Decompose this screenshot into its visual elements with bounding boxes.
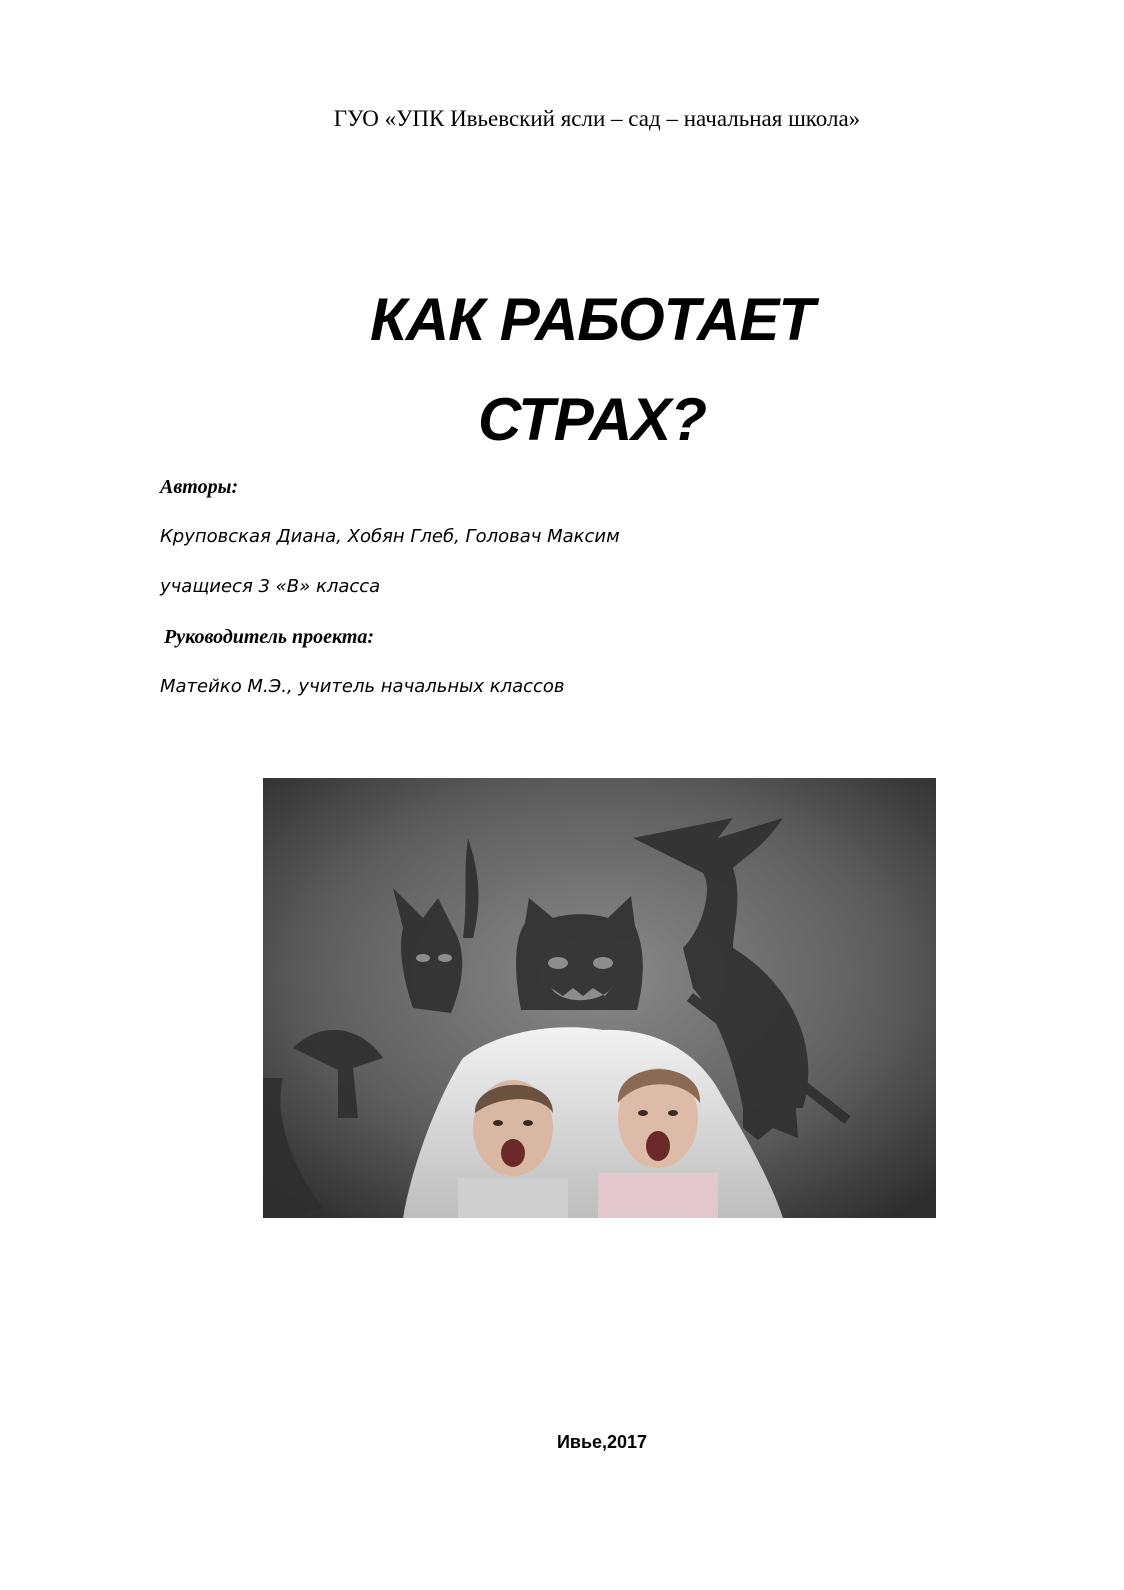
document-title (0, 270, 1124, 470)
place-and-year: Ивье,2017 (556, 1432, 648, 1452)
title-line-1: КАК РАБОТАЕТ (369, 286, 815, 353)
supervisor-heading: Руководитель проекта: (164, 626, 375, 648)
institution-name: ГУО «УПК Ивьевский ясли – сад – начальная школа» (333, 106, 861, 131)
authors-class: учащиеся 3 «В» класса (160, 576, 381, 597)
title-line-2: СТРАХ? (478, 386, 706, 453)
supervisor-name: Матейко М.Э., учитель начальных классов (160, 676, 565, 697)
authors-names: Круповская Диана, Хобян Глеб, Головач Максим (160, 526, 620, 547)
authors-heading: Авторы: (160, 476, 239, 498)
illustration-photo (263, 778, 936, 1218)
